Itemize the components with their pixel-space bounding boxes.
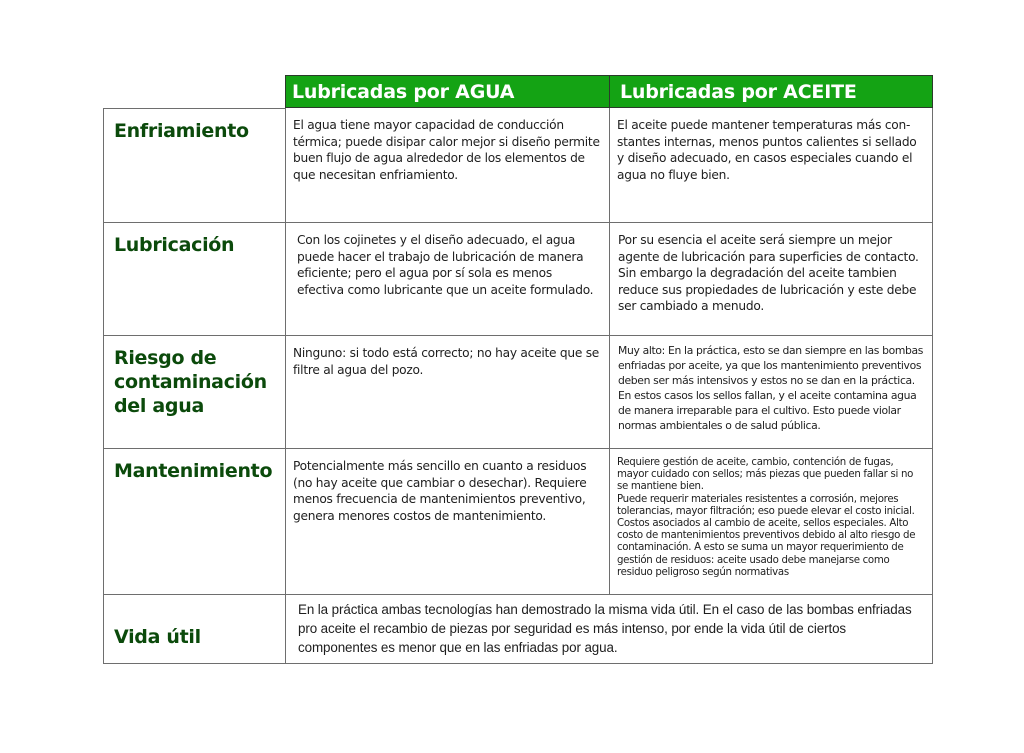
row-title-vida-util: Vida útil (114, 626, 201, 648)
text-riesgo-agua: Ninguno: si todo está correcto; no hay aceite que se filtre al agua del pozo. (293, 346, 600, 377)
cell-enfriamiento-agua (285, 108, 610, 223)
cell-riesgo-agua (285, 335, 610, 449)
row-title-cell-mantenimiento (103, 448, 286, 595)
text-lubricacion-agua: Con los cojinetes y el diseño adecuado, el agua puede hacer el trabajo de lubricación de manera eficiente; pero el agua por sí sola es menos efectiva como lubricante que un aceite formulado. (297, 233, 594, 297)
cell-mantenimiento-agua (285, 448, 610, 595)
text-riesgo-aceite: Muy alto: En la práctica, esto se dan siempre en las bombas enfriadas por aceite, ya que los mantenimiento preventivos deben ser más intensivos y estos no se dan en la práctica. En estos casos los sellos fallan, y el aceite contamina agua de manera irreparable para el cultivo. Esto puede violar normas ambientales o de salud pública. (618, 344, 924, 432)
row-title-enfriamiento: Enfriamiento (114, 120, 249, 142)
row-title-riesgo-contaminacion: Riesgo de contaminación del agua (114, 347, 267, 417)
cell-riesgo-aceite (609, 335, 933, 449)
column-header-agua: Lubricadas por AGUA (285, 75, 610, 108)
cell-vida-util-merged (285, 594, 933, 664)
cell-lubricacion-agua (285, 222, 610, 336)
column-header-aceite: Lubricadas por ACEITE (609, 75, 933, 108)
text-enfriamiento-agua: El agua tiene mayor capacidad de conducción térmica; puede disipar calor mejor si diseño permite buen flujo de agua alrededor de los elementos de que necesitan enfriamiento. (293, 118, 600, 182)
text-mantenimiento-agua: Potencialmente más sencillo en cuanto a residuos (no hay aceite que cambiar o desechar). Requiere menos frecuencia de mantenimientos preventivo, genera menores costos de mantenimiento. (293, 459, 587, 523)
cell-enfriamiento-aceite (609, 108, 933, 223)
row-title-mantenimiento: Mantenimiento (114, 460, 273, 482)
row-title-cell-vida-util (103, 594, 286, 664)
text-vida-util: En la práctica ambas tecnologías han demostrado la misma vida útil. En el caso de las bombas enfriadas pro aceite el recambio de piezas por seguridad es más intenso, por ende la vida útil de ciertos componentes es menor que en las enfriadas por agua. (298, 602, 912, 655)
text-mantenimiento-aceite (610, 449, 932, 579)
cell-lubricacion-aceite (609, 222, 933, 336)
paragraph-mantenimiento-aceite-1: Requiere gestión de aceite, cambio, contención de fugas, mayor cuidado con sellos; más piezas que pueden fallar si no se mantiene bien. (617, 457, 914, 493)
cell-mantenimiento-aceite (609, 448, 933, 595)
text-lubricacion-aceite: Por su esencia el aceite será siempre un mejor agente de lubricación para superficies de contacto. Sin embargo la degradación del aceite tambien reduce sus propiedades de lubricación y este debe ser cambiado a menudo. (618, 233, 919, 313)
row-title-cell-enfriamiento (103, 108, 286, 223)
paragraph-mantenimiento-aceite-3: Costos asociados al cambio de aceite, sellos especiales. Alto costo de mantenimientos preventivos debido al alto riesgo de contaminación. A esto se suma un mayor requerimiento de gestión de residuos: aceite usado debe manejarse como residuo peligroso según normativas (617, 518, 916, 578)
row-title-cell-lubricacion (103, 222, 286, 336)
text-enfriamiento-aceite: El aceite puede mantener temperaturas más constantes internas, menos puntos calientes si sellado y diseño adecuado, en casos especiales cuando el agua no fluye bien. (617, 118, 917, 182)
row-title-cell-riesgo (103, 335, 286, 449)
row-title-lubricacion: Lubricación (114, 234, 235, 256)
paragraph-mantenimiento-aceite-2: Puede requerir materiales resistentes a corrosión, mejores tolerancias, mayor filtración; eso puede elevar el costo inicial. (617, 493, 915, 517)
